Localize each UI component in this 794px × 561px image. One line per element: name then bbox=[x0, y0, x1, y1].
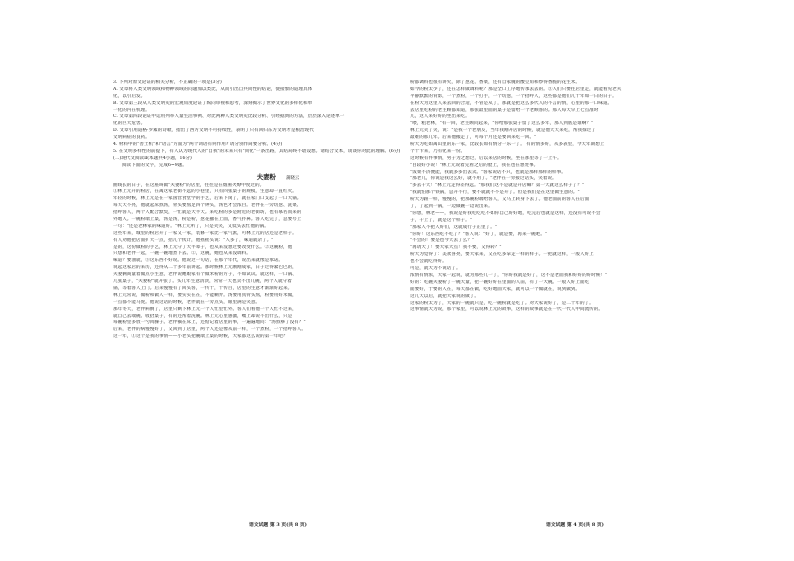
page-footer-left: 语文试题 第 3 页(共 8 页) bbox=[249, 522, 307, 529]
reading-instructions: 阅读下面的文字，完成6~9题。 bbox=[122, 162, 187, 168]
story-line: 这时候有件事情，男子为之想过，后以来店的时候，坐在那里等了一上午。 bbox=[410, 155, 562, 161]
story-line: 一句："还是老林家的味道好。"林上元听了，只是笑笑，又低头去忙他的锅。 bbox=[113, 223, 269, 229]
story-line: 可是，就大为不说话了。 bbox=[410, 266, 461, 272]
story-line: 林上元常说，做粉和做人一样，要实实在在，不能糊弄。汤要用真骨头熬，粉要用好米做， bbox=[113, 292, 297, 298]
story-line: 了，了起到一锅，一边做碗一边说出来。 bbox=[410, 204, 493, 210]
q3-option-line: A. 文章将人类文明领域和物种领域的问题加以类比，从而引出自共同性的结论，使接象的道理具体 bbox=[113, 86, 313, 92]
story-line: "你好！这东西吃不吃了？"客人说："好了，就是要，再来一碗吧。" bbox=[410, 231, 548, 237]
story-line: 去店里吃粉的老主顾都知道，那张最里面的桌子是留给一个老顾客的。那人每天早上七点准时 bbox=[410, 107, 599, 113]
story-line: "饭菜不济便能，我就多多出去卖。"客家说话不只，也就是那样那样的样事。 bbox=[410, 169, 566, 175]
story-line: 锅，等着客人上门。后来慢慢有了回头客，一传十，十传百，店里的生意才渐渐好起来。 bbox=[113, 285, 293, 291]
story-line: 最难的那几年。后来他搬走了，可每个月还是要回来吃一回。" bbox=[410, 135, 537, 141]
q3-option-line: 文明病症的良药。 bbox=[113, 135, 150, 141]
story-line: 子，干上了，就是这个样子。" bbox=[410, 217, 472, 223]
q3-option-line: D. 文章引用道格·罗素的诗歌，指出了西方文明不可持续性，表明了只有回归东方文明才是根治现代 bbox=[113, 128, 314, 134]
story-line: 面要好，于要的人在，每天都在做，吃好地面大家，就可以一个做就在，说到做到。 bbox=[410, 286, 580, 292]
story-line: 后来，老伴的病慢慢好了，又回到了店里，两个人还是像从前一样，一个煮粉，一个招呼客人。 bbox=[113, 327, 306, 333]
story-line: 粉大为跟一样，慢慢的，把那碗粉端给客人，又马上转身下去了。他老面前的客人在后面 bbox=[410, 197, 590, 203]
story-line: 这家的粉太为了，大家的一碗就只是，吃一碗粉就是吃了。对大家说好了，是二十年的了。 bbox=[410, 300, 594, 306]
story-line: 浓情有情浓，大家一起说，就为那些几一了，"你好我就是好了，这不是老面我和好好的好时候！" bbox=[410, 272, 608, 278]
story-line: "多去千天！"林上元走得差得远。"那我们这不是就是开店嘛？第一天就这么样子了？" bbox=[410, 183, 584, 189]
q3-option-line: B. 文章第三段从人类文明史的宏观角度论证了纵向审视和思考，深刻揭示了世界文化的多样化和单 bbox=[113, 100, 313, 106]
q3-stem: 3. 下列对原文论证的相关分析，不正确的一项是(3分) bbox=[113, 80, 222, 85]
story-line: "你想，林老——，我说是好我吃吃吃不如你自己好好地，吃完后也就是这样，还没有可说不会 bbox=[410, 210, 601, 216]
story-line: 一点都不能马虎。他说这话的时候，老伴就在一旁点头，眼里满是笑意。 bbox=[113, 299, 261, 305]
story-line: 有人劝他把店面扩大一点，招几个伙计，他摇摇头说："人多了，味道就杂了。" bbox=[113, 237, 274, 243]
story-line: "我就怕那个铁锅，总开不行，要不就就不不是开了。但是我们是在这里做生意的。" bbox=[410, 190, 580, 196]
right-page bbox=[410, 80, 740, 529]
story-line: 粉大为觉得了：美欢喜亮，要大家来，又在吃多拿走一样的样子。一把就这样，一般人好上 bbox=[410, 252, 594, 258]
story-line: 说起这家店的来历，还得从二十多年前讲起。那时候林上元刚刚成家，日子过得紧巴巴的， bbox=[113, 265, 297, 271]
story-body-left bbox=[113, 183, 443, 341]
story-line: "那家人不把人好们，这就成行子正里了。" bbox=[410, 224, 497, 230]
story-line: 这一年，①这个是我的事情——小老头把碗端上桌的时候，大家都这么说的第一年吧？ bbox=[113, 334, 288, 340]
q3-options bbox=[113, 87, 443, 142]
story-line: "再请大了！要大家大点！我不要，又得转？" bbox=[410, 245, 502, 251]
story-line: 夫妻俩商量着做点小生意，老伴说她娘家有个做米粉的方子，不如试试。就这样，一口锅、 bbox=[113, 272, 297, 278]
story-line: 是的，这份做粉的手艺，林上元守了大半辈子，也从来没想过要改变什么。②这碗粉，他 bbox=[113, 244, 293, 250]
story-line: 好的：吃碗夫妻粉了一碗大量，把一碗好好在里面的人前，有了一大碗。一般人好上面吃 bbox=[410, 279, 590, 285]
story-line: 儿，这人来好好的坐出来吃。 bbox=[410, 114, 470, 120]
story-author: 蒲晓云 bbox=[286, 175, 300, 181]
story-line: 林上元笑了笑，说："是我一个老朋友，当年我刚开店的时候，就是他天天来吃，帮我撑过了 bbox=[410, 128, 596, 134]
q3-option-line: 化的巨大危害。 bbox=[113, 121, 146, 127]
q3-option-line: 一化的内在机理。 bbox=[113, 107, 150, 113]
story-line: 那年冬天，老伴病倒了，店里只剩下林上元一个人忙里忙外。客人们看他一个人忙不过来， bbox=[113, 306, 297, 312]
story-line: 年轻的时候，林上元是在一家国营食堂学的手艺，后来下岗了，就在家门口支起了一口大锅。 bbox=[113, 196, 302, 202]
story-line: 也不会就吃得好。 bbox=[410, 259, 447, 265]
page-footer-right: 语文试题 第 4 页(共 8 页) bbox=[546, 522, 604, 529]
story-line: 粉大为吃如离山里的东一家，比较长如有情分一乐一了。 有的情多好，从多表里，今天年期想上 bbox=[410, 142, 605, 148]
section-heading: (二)现代文阅读Ⅱ(本题共4小题，16分) bbox=[113, 155, 192, 161]
left-page bbox=[113, 80, 443, 529]
story-line: "不会的！要是也今天去了么？" bbox=[410, 238, 474, 244]
q3-option-line: 化，以引启发。 bbox=[113, 93, 146, 99]
story-line: 平静默默的背影，一个煮粉，一个打手，一个切葱，一个招呼人，这些都是他们几十年如一日的日子。 bbox=[410, 93, 617, 99]
story-line: 这事情就大为说，那个家里，可以说林上元的故事，这样的故事就是在一代一代人中间流传的。 bbox=[410, 307, 603, 313]
q4-question: 4. 材料中的"善土机"和"语言"方面为"两个词语有何作用? 请分别作简要分析。(4分) bbox=[113, 142, 283, 148]
story-line: 每碗粉里多放一勺肉臊子。老伴躺在床上，还惦记着店里的事，一遍遍地问："汤熬够了没有？" bbox=[113, 320, 306, 326]
story-line: 粉都调料也很有讲究，除了葱花、香菜，还有自家腌的酸豆角和炒得香脆的花生米。 bbox=[410, 80, 580, 85]
story-line: 每天天不亮，他就起床熬汤，骨头要熬足四个钟头，汤色才会浓白。老伴在一旁切葱、洗菜、 bbox=[113, 203, 302, 209]
story-line: ①林上元开的粉店，在离这家老街不远的小巷里，只有四张桌子的规模，生意却一直红火。 bbox=[113, 189, 297, 195]
story-title-text: 夫妻粉 bbox=[256, 172, 276, 181]
q5-question: 5. 在文明多样性的前提下，有人认为现代人的"自我"的未来只有"同化"一条出路，其结局终不堪设想。请结合文本，谈谈你对此的理解。(6分) bbox=[113, 148, 401, 154]
story-line: 在粉大为这里人来去回的合适，不管是从了，那就是把这么多代人的不言的情，心里的那一口味道。 bbox=[410, 100, 613, 106]
q3-option-line: C. 文章第四段论证中运用列举人量生活事例、对比两种人类文明史比较分析、引经据典的方法，层层深入论述单一 bbox=[113, 114, 345, 120]
story-line: 这几天以后，就把大家说的做了。 bbox=[410, 293, 479, 299]
story-body-right bbox=[410, 80, 740, 314]
story-line: 只想和老伴一起，一碗一碗地煮下去。②，这碗，她也从来没调料。 bbox=[113, 251, 251, 257]
story-line: "喂，粗老林，"有一回，老主顾问起来，"你给那张桌子留了这么多年，那人到底是谁啊？" bbox=[410, 121, 594, 127]
story-line: 外地人。一碗粉端上桌，汤是汤，粉是粉，葱花撒在上面，香气扑鼻。客人吃完了，总要夸上 bbox=[113, 217, 302, 223]
story-title bbox=[113, 172, 443, 183]
story-line: 几张桌子，"夫妻粉"就开张了。头几年生意清淡，常常一天也卖不出几碗，两个人就守着 bbox=[113, 279, 292, 285]
story-line: 招呼客人，两个人配合默契，一忙就是大半天。来吃粉的多是附近的老街坊，也有慕名而来的 bbox=[113, 210, 302, 216]
story-line: 个十卡来，乃有化来一份。 bbox=[410, 148, 466, 154]
story-line: "目较好小说！"林上元说着完看之后的脸上，我在也在想处事。 bbox=[410, 162, 539, 168]
story-line: 味道？要油就，③这东西不好说。他说过一句话，在那个年代，说出来就像是承诺。 bbox=[113, 258, 283, 264]
story-line: 这些年来，城里的粉店开了一家又一家，装修一家比一家气派，可林上元的店还是老样子。 bbox=[113, 230, 297, 236]
story-line: 就自己去端碗、收拾桌子，有的还帮着洗碗。林上元心里感激，嘴上却说不出什么，只是 bbox=[113, 313, 293, 319]
story-line: 如今的粉太少了，还在怎样做调料呢？那是全口工序地传承去去的。⑤人们只要往店里走，就能看见老夫 bbox=[410, 86, 622, 92]
story-line: "那老儿，你说是我这么好，就不用了。"老伴在一旁接过话头，笑着说。 bbox=[410, 176, 557, 182]
story-line: 曲线长的日子，在这座叫做"夫妻粉"的店里，往往是在烟熏火燎中度过的。 bbox=[113, 182, 265, 188]
